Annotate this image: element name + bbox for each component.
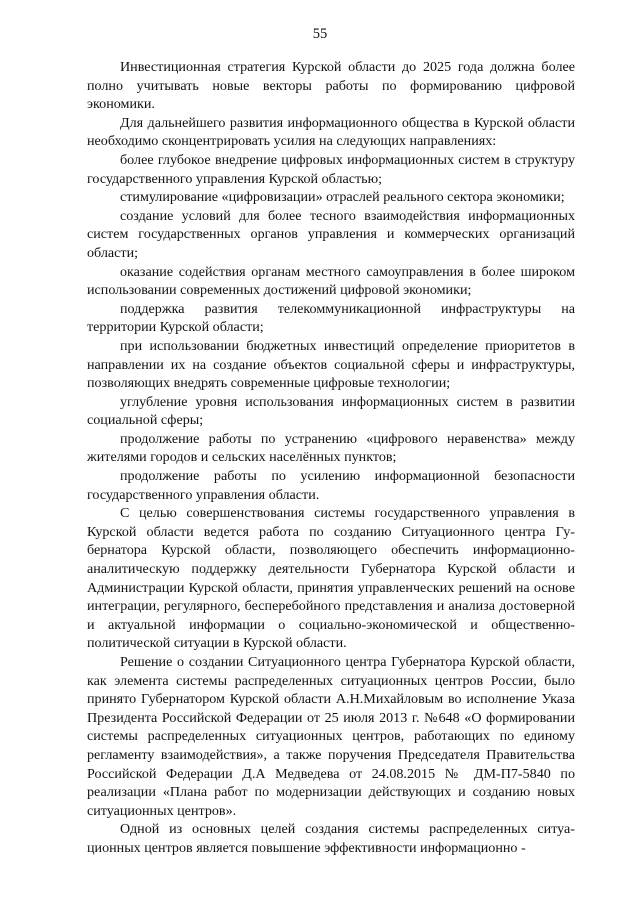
- list-item: продолжение работы по усилению информационной безопасности государственного управления области.: [87, 468, 575, 503]
- list-item: стимулирование «цифровизации» отраслей реального сектора экономики;: [120, 189, 565, 206]
- list-item: углубление уровня использования информационных систем в развитии социальной сферы;: [87, 393, 575, 429]
- list-item: продолжение работы по устранению «цифрового неравенства» между жителями городов и сельских населённых пунктов;: [87, 430, 575, 466]
- paragraph: Решение о создании Ситуационного центра Губернатора Курской области, как элемента системы распределенных ситуационных центров России, было принято Губернатором Курской области А.Н.Михайловым во исполнение Указа Президента Российской Федерации от 25 июля 2013 г. №648 «О формировании системы распределенных ситуационных центров, работающих по единому регламенту взаимодействия», а также поручения Председателя Правительства Российской Федерации Д.А Медведева от 24.08.2015 № ДМ-П7-5840 по реализации «Плана работ по модернизации действующих и созданию новых ситуационных центров».: [87, 654, 575, 819]
- page-number: 55: [312, 26, 328, 42]
- document-body: [87, 58, 575, 858]
- paragraph: Одной из основных целей создания системы распределенных ситуационных центров является повышение эффективности информационно -: [87, 821, 575, 856]
- paragraph: Инвестиционная стратегия Курской области до 2025 года должна более полно учитывать новые векторы работы по формированию цифровой экономики.: [87, 59, 575, 113]
- list-item: поддержка развития телекоммуникационной инфраструктуры на территории Курской области;: [87, 300, 575, 336]
- list-item: оказание содействия органам местного самоуправления в более широком использовании современных достижений цифровой экономики;: [87, 263, 575, 299]
- list-item: создание условий для более тесного взаимодействия информационных систем государственных органов управления и коммерческих организаций области;: [87, 207, 575, 261]
- paragraph: С целью совершенствования системы государственного управления в Курской области ведется работа по созданию Ситуационного центра Губернатора Курской области, позволяющего обеспечить информационно-аналитическую поддержку деятельности Губернатора Курской области и Администрации Курской области, принятия управленческих решений на основе интеграции, регулярного, бесперебойного представления и анализа достоверной и актуальной информации о социально-экономической и общественно-политической ситуации в Курской области.: [87, 505, 575, 652]
- list-item: при использовании бюджетных инвестиций определение приоритетов в направлении их на создание объектов социальной сферы и инфраструктуры, позволяющих внедрять современные цифровые технологии;: [87, 337, 575, 392]
- paragraph: Для дальнейшего развития информационного общества в Курской области необходимо сконцентрировать усилия на следующих направлениях:: [87, 114, 575, 150]
- list-item: более глубокое внедрение цифровых информационных систем в структуру государственного управления Курской областью;: [87, 151, 575, 187]
